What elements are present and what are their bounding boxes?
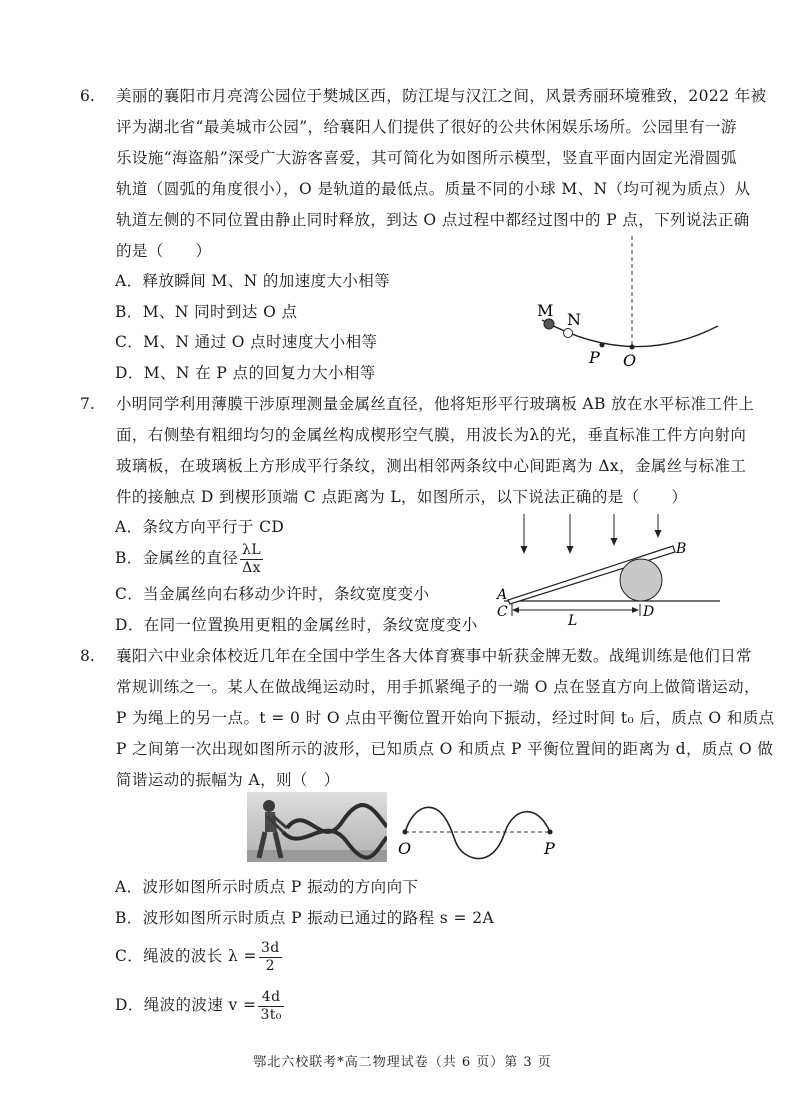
question-7-number: 7. [80,395,95,413]
q8-text-line-3: P 为绳上的另一点。t = 0 时 O 点由平衡位置开始向下振动，经过时间 t₀ 后，质点 O 和质点 [116,709,775,727]
q7-arrowhead-2 [567,546,574,554]
q8-text-line-1: 襄阳六中业余体校近几年在全国中学生各大体育赛事中斩获金牌无数。战绳训练是他们日常 [116,647,753,665]
q6-text-line-5: 轨道左侧的不同位置由静止同时释放，到达 O 点过程中都经过图中的 P 点，下列说法正确 [116,211,750,229]
q7-option-b-prefix: B．金属丝的直径 [115,549,239,567]
q7-metal-wire [620,559,662,601]
q6-option-a[interactable]: A．释放瞬间 M、N 的加速度大小相等 [115,272,391,290]
q8-option-d-prefix: D．绳波的波速 v = [115,996,257,1014]
q6-text-line-6: 的是（ ） [116,242,212,260]
q8-option-d-denominator: 3t₀ [260,1006,282,1023]
question-8-number: 8. [80,647,95,665]
q6-label-m: M [537,301,554,320]
q6-text-line-4: 轨道（圆弧的角度很小），O 是轨道的最低点。质量不同的小球 M、N（均可视为质点）从 [116,180,751,198]
q8-text-line-2: 常规训练之一。某人在做战绳运动时，用手抓紧绳子的一端 O 点在竖直方向上做简谐运动， [116,678,760,696]
q8-wave-figure [395,798,565,862]
q6-text-line-3: 乐设施“海盗船”深受广大游客喜爱，其可简化为如图所示模型，竖直平面内固定光滑圆弧 [116,149,737,167]
q8-text-line-5: 简谐运动的振幅为 A，则（ ） [116,771,340,789]
q6-text-line-2: 评为湖北省“最美城市公园”，给襄阳人们提供了很好的公共休闲娱乐场所。公园里有一游 [116,118,737,136]
q7-text-line-1: 小明同学利用薄膜干涉原理测量金属丝直径，他将矩形平行玻璃板 AB 放在水平标准工件上 [116,395,755,413]
q7-label-a: A [497,587,508,603]
q6-arc-track-figure [520,232,730,372]
q6-point-p [600,343,605,348]
q7-option-b-denominator: Δx [242,559,261,576]
q8-option-b[interactable]: B．波形如图所示时质点 P 振动已通过的路程 s = 2A [115,909,495,927]
q7-option-a[interactable]: A．条纹方向平行于 CD [115,518,285,536]
q6-point-o [630,345,635,350]
q6-ball-m [544,319,554,329]
q7-option-b-numerator: λL [242,541,262,558]
q8-label-p: P [544,839,555,858]
q7-option-c[interactable]: C．当金属丝向右移动少许时，条纹宽度变小 [115,585,430,603]
q7-arrowhead-1 [521,546,528,554]
q6-option-c[interactable]: C．M、N 通过 O 点时速度大小相等 [115,333,378,351]
q7-option-b[interactable] [115,538,265,578]
battle-rope-photo [247,792,387,862]
q8-option-c[interactable] [115,936,284,976]
q8-waveform [405,807,550,858]
q7-arrowhead-3 [611,538,618,546]
q6-label-o: O [623,351,637,370]
battle-rope-1 [287,805,387,832]
q6-text-line-1: 美丽的襄阳市月亮湾公园位于樊城区西，防江堤与汉江之间，风景秀丽环境雅致，2022 年被 [116,87,767,105]
q6-option-d[interactable]: D．M、N 在 P 点的回复力大小相等 [115,364,376,382]
q6-label-p: P [589,348,600,367]
q8-option-c-prefix: C．绳波的波长 λ = [115,947,257,965]
battle-rope-photo-drawing [247,792,387,862]
q8-option-d-fraction [258,989,283,1024]
q8-option-d[interactable] [115,985,286,1025]
q8-text-line-4: P 之间第一次出现如图所示的波形，已知质点 O 和质点 P 平衡位置间的距离为 d，质点 O 做 [116,740,774,758]
q7-text-line-4: 件的接触点 D 到楔形顶端 C 点距离为 L，如图所示，以下说法正确的是（ ） [116,488,688,506]
q7-arrowhead-right [632,607,639,613]
q8-option-a[interactable]: A．波形如图所示时质点 P 振动的方向向下 [115,878,419,896]
q8-option-d-numerator: 4d [258,989,283,1007]
q6-option-b[interactable]: B．M、N 同时到达 O 点 [115,303,298,321]
page-footer: 鄂北六校联考*高二物理试卷（共 6 页）第 3 页 [253,1055,552,1070]
q8-point-o [403,830,408,835]
q7-arrowhead-4 [655,530,662,538]
q6-ball-n [564,329,573,338]
q7-label-d: D [643,604,655,620]
q8-point-p [548,830,553,835]
q7-label-l: L [568,613,578,629]
q8-option-c-denominator: 2 [265,957,275,974]
q7-text-line-3: 玻璃板，在玻璃板上方形成平行条纹，测出相邻两条纹中心间距离为 Δx，金属丝与标准工 [116,457,747,475]
q8-label-o: O [398,839,412,858]
q6-label-n: N [567,310,581,329]
q7-wedge-figure [492,508,732,630]
q7-text-line-2: 面，右侧垫有粗细均匀的金属丝构成楔形空气膜，用波长为λ的光，垂直标准工件方向射向 [116,426,747,444]
q7-option-d[interactable]: D．在同一位置换用更粗的金属丝时，条纹宽度变小 [115,616,478,634]
q8-option-c-fraction [259,940,282,975]
athlete-head [263,800,275,812]
q7-label-c: C [497,604,508,620]
q7-arrowhead-left [512,607,519,613]
q8-option-c-numerator: 3d [260,939,280,956]
question-6-number: 6. [80,87,95,105]
q7-option-b-fraction [240,542,263,577]
q7-label-b: B [676,541,687,557]
